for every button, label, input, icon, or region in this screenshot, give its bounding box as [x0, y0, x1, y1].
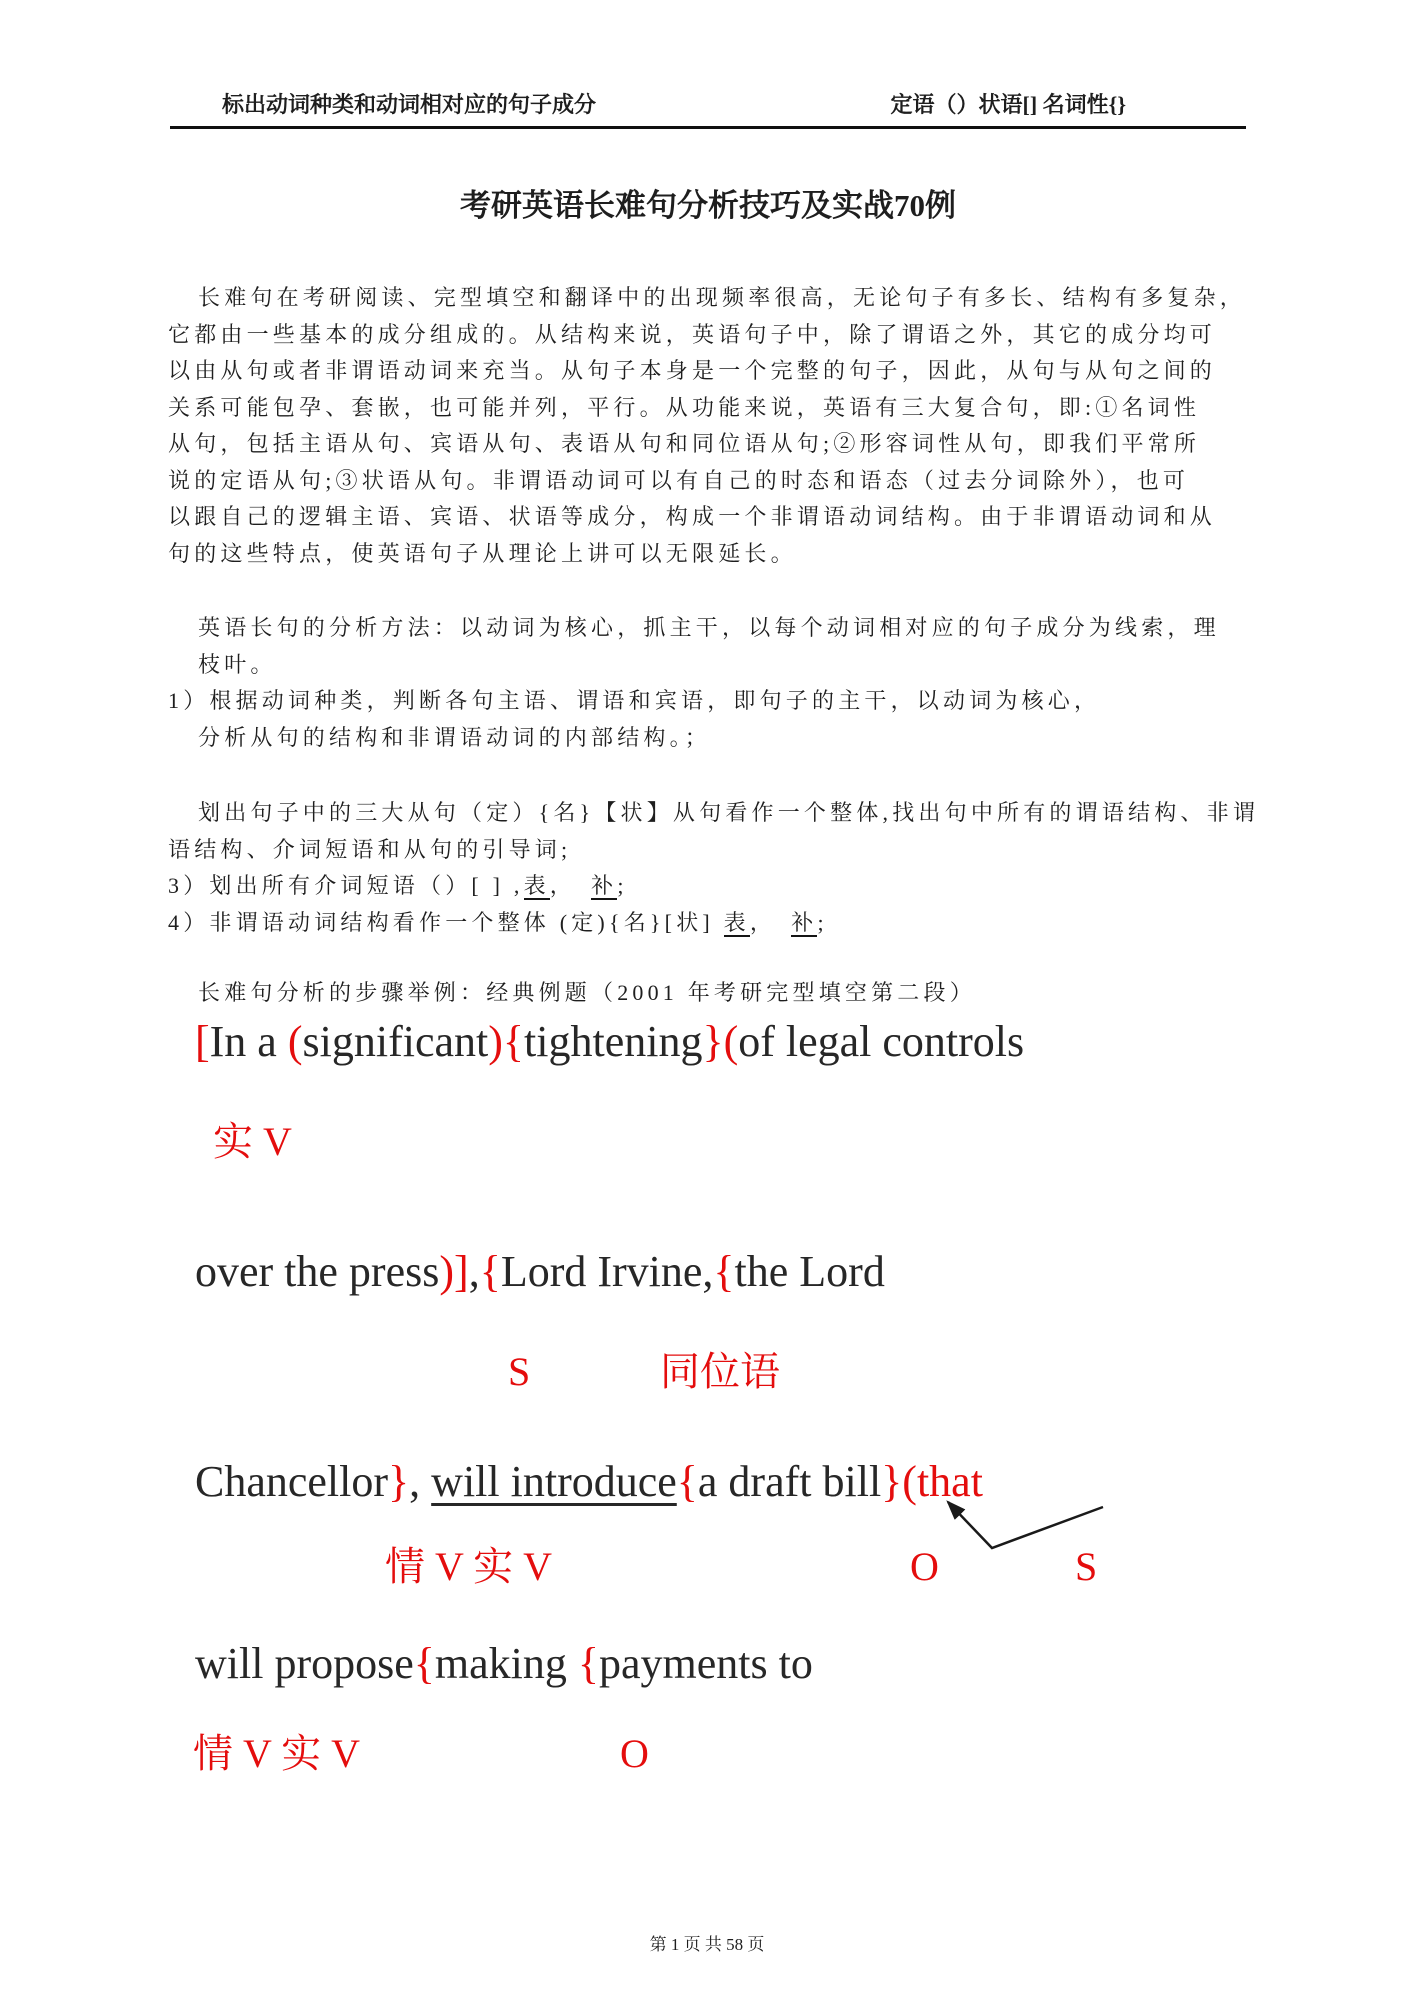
- page-header: [170, 88, 1246, 129]
- step3-underlined-bu: 补: [591, 873, 618, 898]
- brace-close: }: [702, 1017, 724, 1066]
- modal-verb-annotation: 情 V 实 V: [385, 1544, 553, 1589]
- method-line: 枝叶。: [198, 651, 277, 677]
- example-text: Chancellor: [195, 1457, 389, 1506]
- example-sentence-line-1: [195, 1016, 1024, 1069]
- clause-marker-that: (that: [902, 1457, 983, 1506]
- brace-close: }: [881, 1457, 903, 1506]
- step-line: 语结构、介词短语和从句的引导词;: [168, 836, 572, 862]
- brace-open: {: [676, 1457, 698, 1506]
- example-text: a draft bill: [697, 1457, 882, 1506]
- example-intro-line: 长难句分析的步骤举例：经典例题（2001 年考研完型填空第二段）: [198, 980, 976, 1005]
- step3-separator: ，: [549, 873, 592, 898]
- paren-bracket-close: )]: [439, 1247, 469, 1296]
- example-sentence-line-2: [195, 1246, 885, 1299]
- paren-open: (: [287, 1017, 303, 1066]
- intro-line: 它都由一些基本的成分组成的。从结构来说，英语句子中，除了谓语之外，其它的成分均可: [168, 321, 1217, 347]
- example-text: Lord Irvine,: [500, 1247, 714, 1296]
- step3-suffix: ;: [617, 873, 628, 898]
- example-sentence-line-4: [195, 1638, 813, 1691]
- brace-open: {: [479, 1247, 501, 1296]
- verb-annotation: 实 V: [213, 1119, 292, 1164]
- subject-annotation: S: [1075, 1544, 1098, 1589]
- step-line: 划出句子中的三大从句（定）{名}【状】从句看作一个整体,找出句中所有的谓语结构、非谓: [198, 800, 1260, 825]
- step-line-4: [168, 905, 1258, 942]
- step4-text: 4）非谓语动词结构看作一个整体 (定){名}[状]: [168, 909, 724, 935]
- example-text: In a: [209, 1017, 288, 1066]
- example-text: over the press: [195, 1247, 440, 1296]
- steps-paragraph: [168, 795, 1258, 941]
- brace-open: {: [413, 1639, 435, 1688]
- intro-paragraph: [168, 280, 1258, 572]
- brace-close: }: [388, 1457, 410, 1506]
- step4-underlined-bu: 补: [791, 909, 818, 935]
- step4-underlined-biao: 表: [723, 909, 750, 935]
- example-text: of legal controls: [738, 1017, 1025, 1066]
- example-text: ,: [409, 1457, 432, 1506]
- brace-open: {: [713, 1247, 735, 1296]
- example-text: will propose: [195, 1639, 414, 1688]
- header-right-legend: 定语（）状语[] 名词性{}: [890, 92, 1126, 117]
- appositive-annotation: 同位语: [660, 1349, 780, 1394]
- step4-suffix: ;: [817, 909, 828, 935]
- step3-underlined-biao: 表: [523, 873, 550, 898]
- step-line-3: [168, 868, 1258, 905]
- intro-line: 句的这些特点，使英语句子从理论上讲可以无限延长。: [168, 540, 797, 566]
- example-text: significant: [302, 1017, 489, 1066]
- example-text: payments to: [599, 1639, 813, 1688]
- intro-line: 以由从句或者非谓语动词来充当。从句子本身是一个完整的句子，因此，从句与从句之间的: [168, 358, 1217, 383]
- object-annotation: O: [620, 1731, 649, 1776]
- brace-open: {: [502, 1017, 525, 1066]
- method-line: 英语长句的分析方法：以动词为核心，抓主干，以每个动词相对应的句子成分为线索，理: [198, 615, 1220, 640]
- intro-line: 说的定语从句;③状语从句。非谓语动词可以有自己的时态和语态（过去分词除外），也可: [168, 467, 1190, 493]
- paren-open: (: [723, 1017, 739, 1066]
- page-title: 考研英语长难句分析技巧及实战70例: [460, 188, 956, 223]
- header-left-text: 标出动词种类和动词相对应的句子成分: [222, 92, 597, 117]
- intro-line: 长难句在考研阅读、完型填空和翻译中的出现频率很高，无论句子有多长、结构有多复杂，: [198, 285, 1247, 310]
- example-text: making: [434, 1639, 578, 1688]
- paren-close: ): [488, 1017, 503, 1066]
- page-number: 第 1 页 共 58 页: [649, 1935, 765, 1954]
- intro-line: 从句，包括主语从句、宾语从句、表语从句和同位语从句;②形容词性从句，即我们平常所: [168, 431, 1201, 456]
- method-line: 1）根据动词种类，判断各句主语、谓语和宾语，即句子的主干，以动词为核心，: [168, 688, 1101, 713]
- example-text: tightening: [524, 1017, 703, 1066]
- intro-line: 关系可能包孕、套嵌，也可能并列，平行。从功能来说，英语有三大复合句，即:①名词性: [168, 394, 1201, 420]
- brace-open: {: [577, 1639, 599, 1688]
- method-paragraph: [168, 610, 1258, 756]
- subject-annotation: S: [508, 1349, 531, 1394]
- underlined-verb-phrase: will introduce: [431, 1457, 677, 1506]
- example-intro-paragraph: [168, 975, 1258, 1012]
- example-text: the Lord: [734, 1247, 885, 1296]
- step3-text: 3）划出所有介词短语（）[ ] ,: [168, 873, 524, 898]
- object-annotation: O: [910, 1544, 939, 1589]
- modal-verb-annotation: 情 V 实 V: [193, 1731, 361, 1776]
- example-sentence-line-3: [195, 1456, 983, 1509]
- intro-line: 以跟自己的逻辑主语、宾语、状语等成分，构成一个非谓语动词结构。由于非谓语动词和从: [168, 504, 1217, 529]
- bracket-open: [: [195, 1017, 210, 1066]
- example-text: ,: [468, 1247, 480, 1296]
- method-line: 分析从句的结构和非谓语动词的内部结构。；: [198, 724, 712, 750]
- step4-separator: ，: [749, 909, 792, 935]
